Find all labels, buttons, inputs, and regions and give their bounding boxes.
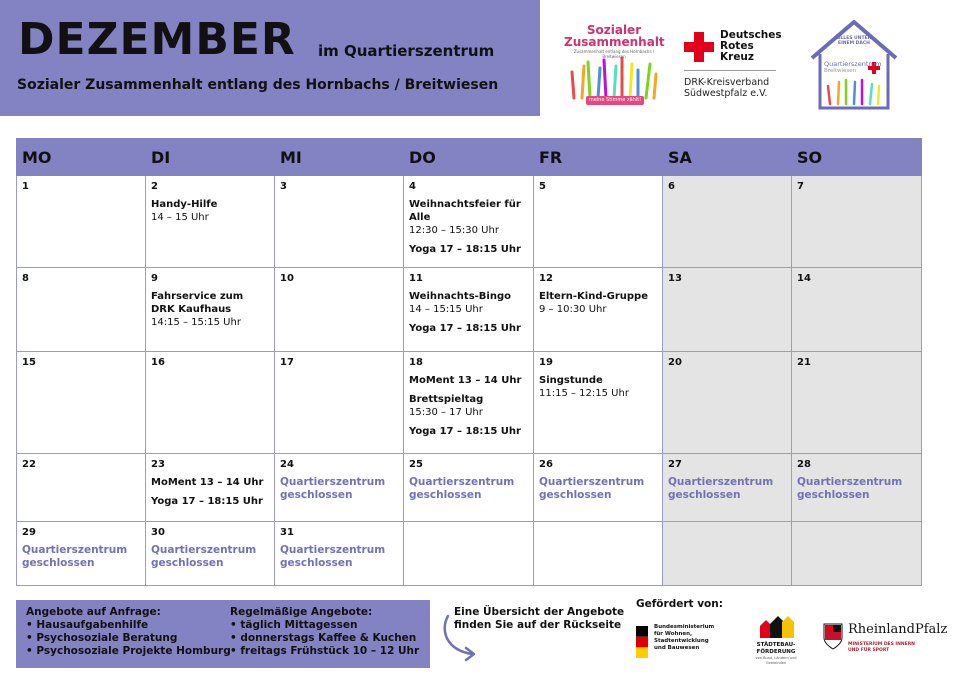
closed-notice: Quartierszentrum geschlossen: [797, 476, 903, 501]
rlp-ministry-line: MINISTERIUM DES INNERN: [848, 642, 915, 647]
event-title: Fahrservice zum DRK Kaufhaus: [151, 291, 244, 315]
location-label: im Quartierszentrum: [318, 42, 495, 60]
drk-verband: [684, 77, 769, 99]
day-number: 30: [151, 527, 165, 538]
event-title: Brettspieltag: [409, 394, 484, 405]
day-cell: [663, 176, 792, 268]
day-cell: [17, 176, 146, 268]
event-time: 14 – 15:15 Uhr: [409, 304, 483, 315]
hands-icon: [564, 52, 664, 100]
event-title: Handy-Hilfe: [151, 199, 218, 210]
day-number: 27: [668, 459, 682, 470]
staedtebau-small: von Bund, Ländern und Gemeinden: [755, 656, 797, 665]
event-time: 14:15 – 15:15 Uhr: [151, 317, 241, 328]
day-number: 31: [280, 527, 294, 538]
closed-notice: Quartierszentrum geschlossen: [668, 476, 774, 501]
calendar-body: [17, 176, 922, 586]
event-title: MoMent 13 – 14 Uhr: [409, 375, 522, 386]
closed-notice: Quartierszentrum geschlossen: [539, 476, 645, 501]
page-subtitle: Sozialer Zusammenhalt entlang des Hornbachs / Breitwiesen: [17, 77, 499, 93]
rlp-ministry: [848, 642, 915, 654]
day-cell: [275, 352, 404, 454]
day-number: 4: [409, 181, 416, 192]
drk-name-line1: Deutsches: [720, 29, 782, 41]
day-cell: [792, 454, 922, 522]
day-number: 11: [409, 273, 423, 284]
day-cell: [146, 522, 275, 586]
weekday-do: DO: [404, 139, 534, 176]
event-title: Yoga 17 – 18:15 Uhr: [151, 496, 263, 507]
day-cell: [404, 522, 534, 586]
sozialer-zusammenhalt-logo: [564, 24, 664, 108]
week-row: [17, 176, 922, 268]
event-title: Singstunde: [539, 375, 603, 386]
day-number: 12: [539, 273, 553, 284]
event-time: 15:30 – 17 Uhr: [409, 407, 483, 418]
event-time: 9 – 10:30 Uhr: [539, 304, 607, 315]
day-number: 14: [797, 273, 811, 284]
day-number: 26: [539, 459, 553, 470]
closed-notice: Quartierszentrum geschlossen: [280, 544, 386, 569]
day-cell: [534, 454, 663, 522]
day-number: 24: [280, 459, 294, 470]
on-request-item: • Psychosoziale Projekte Homburg: [26, 645, 231, 657]
logo-small-text: Zusammenhalt entlang des Hornbachs / Breitwiesen: [573, 49, 655, 59]
backside-hint: [454, 606, 624, 632]
regular-item: • donnerstags Kaffee & Kuchen: [230, 632, 417, 644]
day-cell: [663, 454, 792, 522]
event-time: 11:15 – 12:15 Uhr: [539, 388, 629, 399]
day-number: 9: [151, 273, 158, 284]
day-number: 7: [797, 181, 804, 192]
day-cell: [792, 522, 922, 586]
rlp-ministry-line: UND FÜR SPORT: [848, 648, 890, 653]
day-cell: [792, 268, 922, 352]
closed-notice: Quartierszentrum geschlossen: [409, 476, 515, 501]
hint-line2: finden Sie auf der Rückseite: [454, 619, 622, 631]
event-title: Yoga 17 – 18:15 Uhr: [409, 323, 521, 334]
day-cell: [17, 522, 146, 586]
day-number: 23: [151, 459, 165, 470]
bmwsb-line: für Wohnen, Stadtentwicklung: [654, 631, 709, 644]
regular-item: • freitags Frühstück 10 – 12 Uhr: [230, 645, 420, 657]
day-number: 13: [668, 273, 682, 284]
drk-verband-line1: DRK-Kreisverband: [684, 77, 770, 88]
drk-divider: [684, 70, 776, 71]
calendar-grid: [16, 138, 922, 586]
day-number: 20: [668, 357, 682, 368]
day-number: 22: [22, 459, 36, 470]
week-row: [17, 522, 922, 586]
drk-name-line3: Kreuz: [720, 51, 755, 63]
day-number: 18: [409, 357, 423, 368]
day-cell: [534, 352, 663, 454]
regular-heading: Regelmäßige Angebote:: [230, 606, 373, 618]
day-number: 6: [668, 181, 675, 192]
header-band: [0, 0, 540, 116]
staedtebau-line: STÄDTEBAU-: [756, 642, 796, 648]
day-cell: [275, 454, 404, 522]
event-time: 14 – 15 Uhr: [151, 212, 209, 223]
day-cell: [17, 352, 146, 454]
regular-item: • täglich Mittagessen: [230, 619, 358, 631]
drk-name-line2: Rotes: [720, 40, 754, 52]
day-cell: [275, 268, 404, 352]
day-number: 29: [22, 527, 36, 538]
day-cell: [792, 176, 922, 268]
day-cell: [17, 268, 146, 352]
german-flag-icon: [636, 626, 648, 658]
day-cell: [792, 352, 922, 454]
closed-notice: Quartierszentrum geschlossen: [280, 476, 386, 501]
month-title: DEZEMBER: [18, 14, 296, 65]
weekday-di: DI: [146, 139, 275, 176]
weekday-fr: FR: [534, 139, 663, 176]
day-number: 5: [539, 181, 546, 192]
day-cell: [663, 352, 792, 454]
day-number: 1: [22, 181, 29, 192]
red-cross-icon: [684, 32, 714, 62]
qz-arch-text: ALLES UNTER EINEM DACH: [836, 36, 872, 46]
day-cell: [146, 352, 275, 454]
event-title: Weihnachts-Bingo: [409, 291, 511, 302]
qz-place: Breitwiesen: [824, 68, 857, 74]
event-title: Weihnachtsfeier für Alle: [409, 199, 521, 223]
logo-title-line2: Zusammenhalt: [564, 35, 665, 49]
offers-on-request: [26, 606, 231, 658]
day-cell: [534, 176, 663, 268]
day-number: 3: [280, 181, 287, 192]
closed-notice: Quartierszentrum geschlossen: [22, 544, 128, 569]
event-title: MoMent 13 – 14 Uhr: [151, 477, 264, 488]
day-number: 16: [151, 357, 165, 368]
weekday-mi: MI: [275, 139, 404, 176]
weekday-header: [17, 139, 922, 176]
event-title: Yoga 17 – 18:15 Uhr: [409, 244, 521, 255]
weekday-sa: SA: [663, 139, 792, 176]
day-cell: [534, 268, 663, 352]
on-request-item: • Psychosoziale Beratung: [26, 632, 178, 644]
staedtebau-line: FÖRDERUNG: [756, 649, 796, 655]
day-cell: [663, 522, 792, 586]
day-cell: [146, 454, 275, 522]
staedtebau-houses-icon: [758, 614, 794, 638]
funding-label: Gefördert von:: [636, 598, 723, 610]
on-request-heading: Angebote auf Anfrage:: [26, 606, 161, 618]
day-cell: [146, 176, 275, 268]
week-row: [17, 268, 922, 352]
day-number: 15: [22, 357, 36, 368]
qz-name: Quartierszentrum: [824, 60, 882, 68]
day-cell: [534, 522, 663, 586]
day-cell: [17, 454, 146, 522]
day-number: 2: [151, 181, 158, 192]
week-row: [17, 352, 922, 454]
day-cell: [404, 454, 534, 522]
staedtebau-logo: [754, 614, 798, 666]
day-cell: [404, 176, 534, 268]
logo-badge: meine Stimme zählt!: [586, 96, 644, 105]
day-cell: [404, 268, 534, 352]
day-number: 19: [539, 357, 553, 368]
week-row: [17, 454, 922, 522]
day-cell: [146, 268, 275, 352]
event-title: Yoga 17 – 18:15 Uhr: [409, 426, 521, 437]
offers-regular: [230, 606, 419, 658]
event-title: Eltern-Kind-Gruppe: [539, 291, 648, 302]
day-number: 28: [797, 459, 811, 470]
day-number: 21: [797, 357, 811, 368]
drk-verband-line2: Südwestpfalz e.V.: [684, 88, 768, 99]
rlp-crest-icon: [822, 622, 844, 650]
day-cell: [663, 268, 792, 352]
rlp-name: RheinlandPfalz: [848, 622, 948, 637]
drk-name: [720, 30, 782, 63]
closed-notice: Quartierszentrum geschlossen: [151, 544, 257, 569]
weekday-so: SO: [792, 139, 922, 176]
bmwsb-line: Bundesministerium: [654, 624, 715, 630]
rlp-logo: [822, 622, 948, 666]
weekday-mo: MO: [17, 139, 146, 176]
day-cell: [275, 176, 404, 268]
day-cell: [275, 522, 404, 586]
quartierszentrum-logo: [806, 16, 902, 120]
bmwsb-text: [654, 624, 746, 652]
day-number: 10: [280, 273, 294, 284]
on-request-item: • Hausaufgabenhilfe: [26, 619, 149, 631]
event-time: 12:30 – 15:30 Uhr: [409, 225, 499, 236]
bmwsb-line: und Bauwesen: [654, 645, 700, 651]
bmwsb-logo: [636, 620, 746, 664]
day-cell: [404, 352, 534, 454]
day-number: 25: [409, 459, 423, 470]
logo-title-line1: Sozialer: [586, 23, 642, 37]
offers-box: [16, 600, 430, 668]
day-number: 17: [280, 357, 294, 368]
hint-line1: Eine Übersicht der Angebote: [454, 606, 625, 618]
day-number: 8: [22, 273, 29, 284]
